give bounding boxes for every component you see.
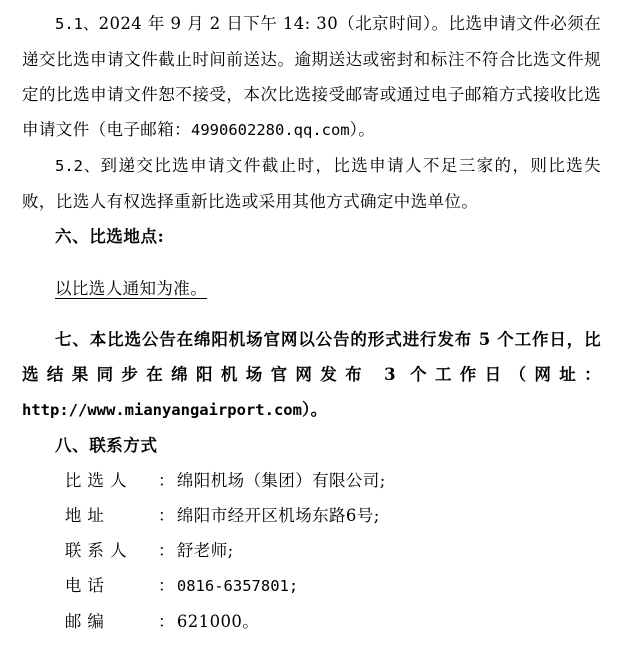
contact-email: 4990602280.qq.com	[191, 121, 350, 139]
contact-label	[65, 568, 177, 603]
paragraph-clause-5-2	[22, 148, 601, 219]
clause-number-5-2: 5.2、	[55, 157, 101, 175]
contact-separator: ：	[157, 471, 175, 490]
contact-value: 621000。	[176, 612, 260, 631]
clause-text-5-2: 到递交比选申请文件截止时，比选申请人不足三家的，则比选失败，比选人有权选择重新比选或采用其他方式确定中选单位。	[22, 156, 602, 211]
clause-text-5-1: 2024 年 9 月 2 日下午 14: 30（北京时间）。比选申请文件必须在递交比选申请文件截止时间前送达。逾期送达或密封和标注不符合比选文件规定的比选申请文件恕不接受，本次比选接受邮寄或通过电子邮箱方式接收比选申请文件（电子邮箱：	[22, 14, 601, 139]
contact-value: 绵阳机场（集团）有限公司;	[176, 471, 386, 490]
contact-label-text: 联 系 人	[64, 541, 127, 560]
contact-label-text: 地 址	[64, 506, 105, 525]
contact-row	[22, 533, 601, 568]
section-seven-url: http://www.mianyangairport.com	[22, 401, 302, 419]
contact-row	[22, 568, 601, 604]
contact-label-text: 电 话	[64, 576, 105, 595]
contact-separator: ：	[157, 612, 175, 631]
contact-separator: ：	[157, 506, 175, 525]
contact-label	[65, 463, 177, 498]
clause-number-5-1: 5.1、	[55, 15, 99, 33]
contact-row	[22, 604, 601, 639]
contact-row	[22, 498, 601, 533]
clause-text-5-1-tail: ）。	[349, 120, 376, 139]
contact-value: 舒老师;	[176, 541, 234, 560]
contact-label-text: 邮 编	[64, 612, 105, 631]
section-six-underlined-text: 以比选人通知为准。	[55, 278, 208, 298]
section-six-heading: 六、比选地点:	[55, 227, 165, 246]
section-seven-paragraph	[22, 322, 601, 428]
section-seven-text-after-url: ）。	[301, 400, 328, 419]
contact-label	[65, 498, 177, 533]
contact-value: 0816-6357801;	[176, 577, 299, 595]
contact-label	[65, 533, 177, 568]
contact-label	[65, 604, 177, 639]
section-six-content	[22, 271, 601, 306]
contact-value: 绵阳市经开区机场东路6号;	[176, 506, 380, 525]
contact-separator: ：	[157, 576, 175, 595]
paragraph-clause-5-1	[22, 6, 601, 148]
contact-table	[22, 463, 601, 639]
section-seven-text-before-url: 七、本比选公告在绵阳机场官网以公告的形式进行发布 5 个工作日，比选结果同步在绵阳机场官网发布 3 个工作日（网址：	[22, 330, 601, 384]
section-eight-heading: 八、联系方式	[55, 436, 158, 455]
contact-row	[22, 463, 601, 498]
contact-separator: ：	[157, 541, 175, 560]
contact-label-text: 比 选 人	[64, 471, 127, 490]
